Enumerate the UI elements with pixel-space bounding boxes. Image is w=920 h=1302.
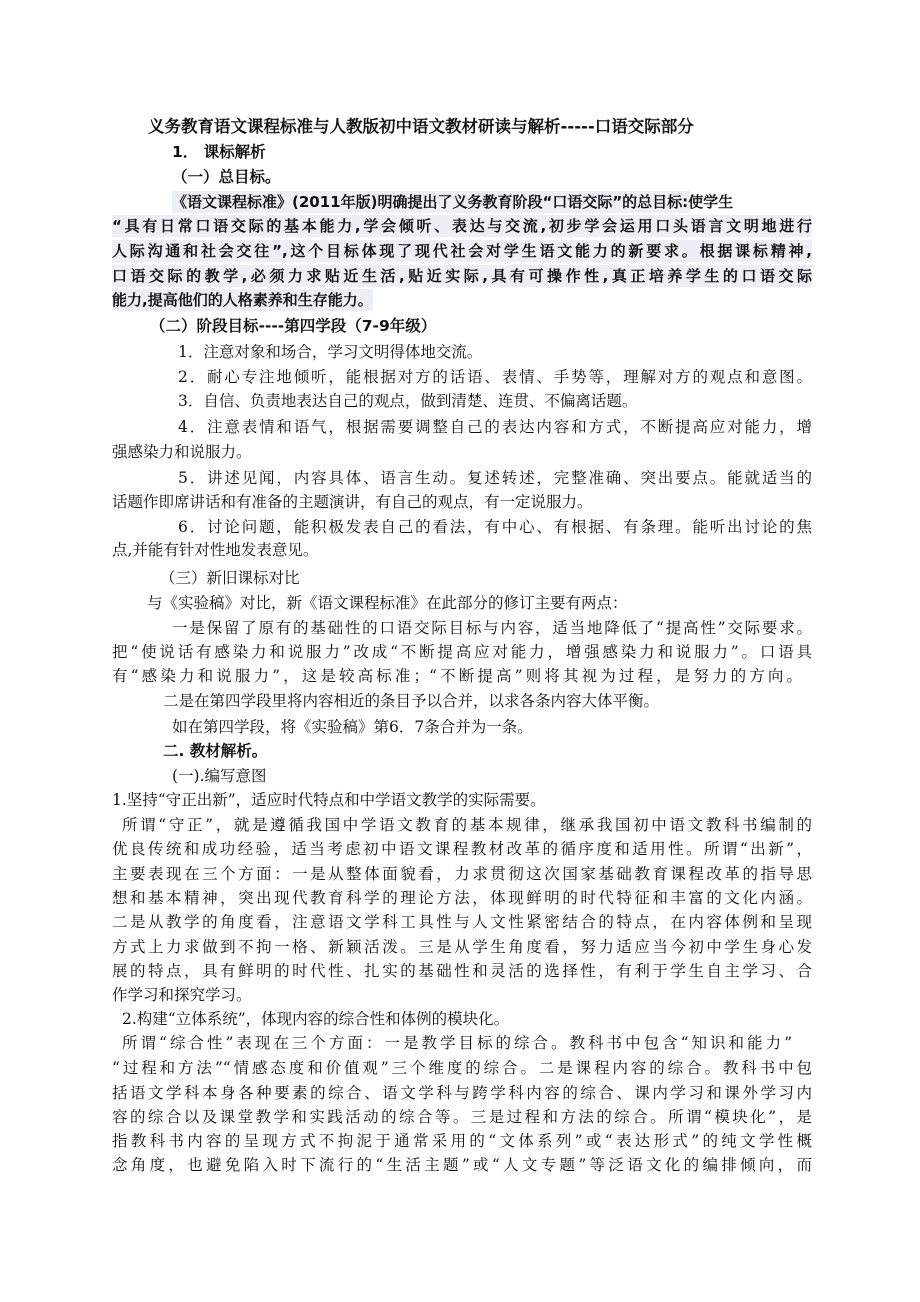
goal-item: 2．耐心专注地倾听，能根据对方的话语、表情、手势等，理解对方的观点和意图。 [178,368,812,386]
paragraph-line: 指教科书内容的呈现方式不拘泥于通常采用的“文体系列”或“表达形式”的纯文学性概 [112,1132,812,1150]
goal-item: 6．讨论问题，能积极发表自己的看法，有中心、有根据、有条理。能听出讨论的焦 [178,518,812,536]
highlighted-paragraph-line: 《语文课程标准》(2011年版)明确提出了义务教育阶段“口语交际”的总目标:使学生 [172,193,734,211]
paragraph-line: “过程和方法”“情感态度和价值观”三个维度的综合。二是课程内容的综合。教科书中包 [112,1059,812,1077]
section-heading: 1． 课标解析 [172,143,266,161]
document-title: 义务教育语文课程标准与人教版初中语文教材研读与解析-----口语交际部分 [148,117,694,136]
paragraph-line: 所谓“守正”，就是遵循我国中学语文教育的基本规律，继承我国初中语文教科书编制的 [122,816,812,834]
highlighted-paragraph-line: 人际沟通和社会交往”,这个目标体现了现代社会对学生语文能力的新要求。根据课标精神, [112,242,812,260]
goal-item: 3．自信、负责地表达自己的观点，做到清楚、连贯、不偏离话题。 [178,392,638,410]
paragraph-line: 主要表现在三个方面：一是从整体面貌看，力求贯彻这次国家基础教育课程改革的指导思 [112,865,812,883]
goal-item: 点,并能有针对性地发表意见。 [112,541,319,559]
goal-item: 强感染力和说服力。 [112,443,252,461]
section-heading: 二. 教材解析。 [163,742,268,760]
paragraph-line: 有“感染力和说服力”，这是较高标准；“不断提高”则将其视为过程，是努力的方向。 [112,667,802,685]
paragraph-line: 把“使说话有感染力和说服力”改成“不断提高应对能力，增强感染力和说服力”。口语具 [112,643,812,661]
paragraph-line: 优良传统和成功经验，适当考虑初中语文课程教材改革的循序度和适用性。所谓“出新”， [112,840,812,858]
paragraph-line: 想和基本精神，突出现代教育科学的理论方法，体现鲜明的时代特征和丰富的文化内涵。 [112,889,812,907]
paragraph-line: 念角度，也避免陷入时下流行的“生活主题”或“人文专题”等泛语文化的编排倾向，而 [112,1156,812,1174]
paragraph-line: 方式上力求做到不拘一格、新颖活泼。三是从学生角度看，努力适应当今初中学生身心发 [112,938,812,956]
subsection-heading: （二）阶段目标----第四学段（7-9年级） [150,317,437,335]
paragraph-line: 与《实验稿》对比，新《语文课程标准》在此部分的修订主要有两点： [147,594,628,612]
paragraph-line: 括语文学科本身各种要素的综合、语文学科与跨学科内容的综合、课内学习和课外学习内 [112,1084,812,1102]
highlighted-paragraph-line: 能力,提高他们的人格素养和生存能力。 [112,291,373,309]
paragraph-line: 作学习和探究学习。 [112,986,252,1004]
paragraph-line: 1.坚持“守正出新”，适应时代特点和中学语文教学的实际需要。 [112,791,546,809]
subsection-heading: （一）总目标。 [172,168,281,186]
paragraph-line: 容的综合以及课堂教学和实践活动的综合等。三是过程和方法的综合。所谓“模块化”，是 [112,1108,812,1126]
goal-item: 话题作即席讲话和有准备的主题演讲，有自己的观点，有一定说服力。 [112,493,593,511]
paragraph-line: 二是从教学的角度看，注意语文学科工具性与人文性紧密结合的特点，在内容体例和呈现 [112,913,812,931]
goal-item: 1．注意对象和场合，学习文明得体地交流。 [178,343,483,361]
paragraph-line: 如在第四学段，将《实验稿》第6．7条合并为一条。 [172,718,533,736]
subsection-heading: （三）新旧课标对比 [160,569,300,587]
goal-item: 4．注意表情和语气，根据需要调整自己的表达内容和方式，不断提高应对能力，增 [178,418,812,436]
goal-item: 5．讲述见闻，内容具体、语言生动。复述转述，完整准确、突出要点。能就适当的 [178,469,812,487]
paragraph-line: 展的特点，具有鲜明的时代性、扎实的基础性和灵活的选择性，有利于学生自主学习、合 [112,962,812,980]
subsection-heading: (一).编写意图 [172,767,267,785]
highlighted-paragraph-line: “具有日常口语交际的基本能力,学会倾听、表达与交流,初步学会运用口头语言文明地进行 [112,217,812,235]
paragraph-line: 所谓“综合性”表现在三个方面：一是教学目标的综合。教科书中包含“知识和能力” [122,1034,792,1052]
paragraph-line: 二是在第四学段里将内容相近的条目予以合并，以求各条内容大体平衡。 [163,692,660,710]
highlighted-paragraph-line: 口语交际的教学,必须力求贴近生活,贴近实际,具有可操作性,真正培养学生的口语交际 [112,267,812,285]
paragraph-line: 2.构建“立体系统”，体现内容的综合性和体例的模块化。 [122,1010,510,1028]
paragraph-line: 一是保留了原有的基础性的口语交际目标与内容，适当地降低了“提高性”交际要求。 [172,619,812,637]
